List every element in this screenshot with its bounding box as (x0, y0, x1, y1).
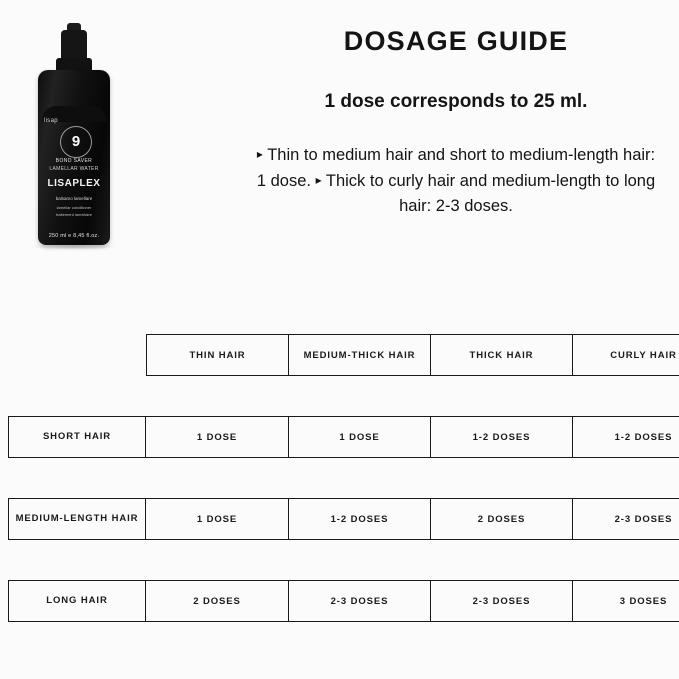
column-header-thin-hair: THIN HAIR (146, 334, 289, 376)
product-number-badge: 9 (60, 126, 92, 158)
bullet-arrow-icon-2: ▸ (315, 172, 322, 187)
product-desc-en: lamellar conditioner (56, 205, 92, 210)
table-header-row (8, 334, 679, 376)
dosage-table (8, 334, 679, 622)
bottle-cap (61, 30, 87, 60)
table-spacer (8, 458, 679, 498)
cell-short-thin: 1 DOSE (146, 416, 289, 458)
column-header-medium-thick-hair: MEDIUM-THICK HAIR (289, 334, 431, 376)
row-header-long-hair: LONG HAIR (8, 580, 146, 622)
table-spacer (8, 376, 679, 416)
table-spacer (8, 540, 679, 580)
product-image (0, 0, 250, 300)
cell-short-medium-thick: 1 DOSE (289, 416, 431, 458)
cell-long-thin: 2 DOSES (146, 580, 289, 622)
table-row (8, 498, 679, 540)
cell-medium-curly: 2-3 DOSES (573, 498, 679, 540)
cell-medium-thick: 2 DOSES (431, 498, 573, 540)
cell-medium-thin: 1 DOSE (146, 498, 289, 540)
cell-short-thick: 1-2 DOSES (431, 416, 573, 458)
table-row (8, 580, 679, 622)
product-bottle (38, 30, 110, 245)
cell-long-thick: 2-3 DOSES (431, 580, 573, 622)
row-header-short-hair: SHORT HAIR (8, 416, 146, 458)
product-desc-fr: traitement lamellaire (55, 212, 92, 217)
lisap-logo: lisap (44, 118, 58, 124)
bottle-body (38, 70, 110, 245)
table-row (8, 416, 679, 458)
product-subline-2: LAMELLAR WATER (49, 166, 99, 172)
dosage-description (256, 143, 656, 220)
product-volume: 250 ml e 8,45 fl.oz. (48, 233, 100, 239)
column-header-thick-hair: THICK HAIR (431, 334, 573, 376)
product-subline-1: BOND SAVER (55, 158, 93, 164)
cell-long-curly: 3 DOSES (573, 580, 679, 622)
description-part-1: Thin to medium hair and short to medium-length hair: 1 dose. (256, 146, 656, 190)
table-spacer-cell (8, 376, 679, 416)
description-part-2: Thick to curly hair and medium-length to long hair: 2-3 doses. (325, 171, 656, 216)
table-spacer-cell (8, 540, 679, 580)
cell-long-medium-thick: 2-3 DOSES (289, 580, 431, 622)
dose-subtitle: 1 dose corresponds to 25 ml. (324, 91, 588, 112)
page-title: DOSAGE GUIDE (343, 26, 569, 56)
bottle-shadow (30, 243, 118, 250)
cell-short-curly: 1-2 DOSES (573, 416, 679, 458)
product-desc-it: balsamo lamellare (55, 196, 93, 201)
cell-medium-medium-thick: 1-2 DOSES (289, 498, 431, 540)
table-corner-cell (8, 334, 146, 376)
row-header-medium-length-hair: MEDIUM-LENGTH HAIR (8, 498, 146, 540)
bullet-arrow-icon-1: ▸ (256, 147, 263, 161)
dosage-table-wrapper (8, 334, 677, 622)
table-spacer-cell (8, 458, 679, 498)
column-header-curly-hair: CURLY HAIR (573, 334, 679, 376)
header-block (250, 18, 662, 220)
product-brand: LISAPLEX (47, 178, 101, 189)
